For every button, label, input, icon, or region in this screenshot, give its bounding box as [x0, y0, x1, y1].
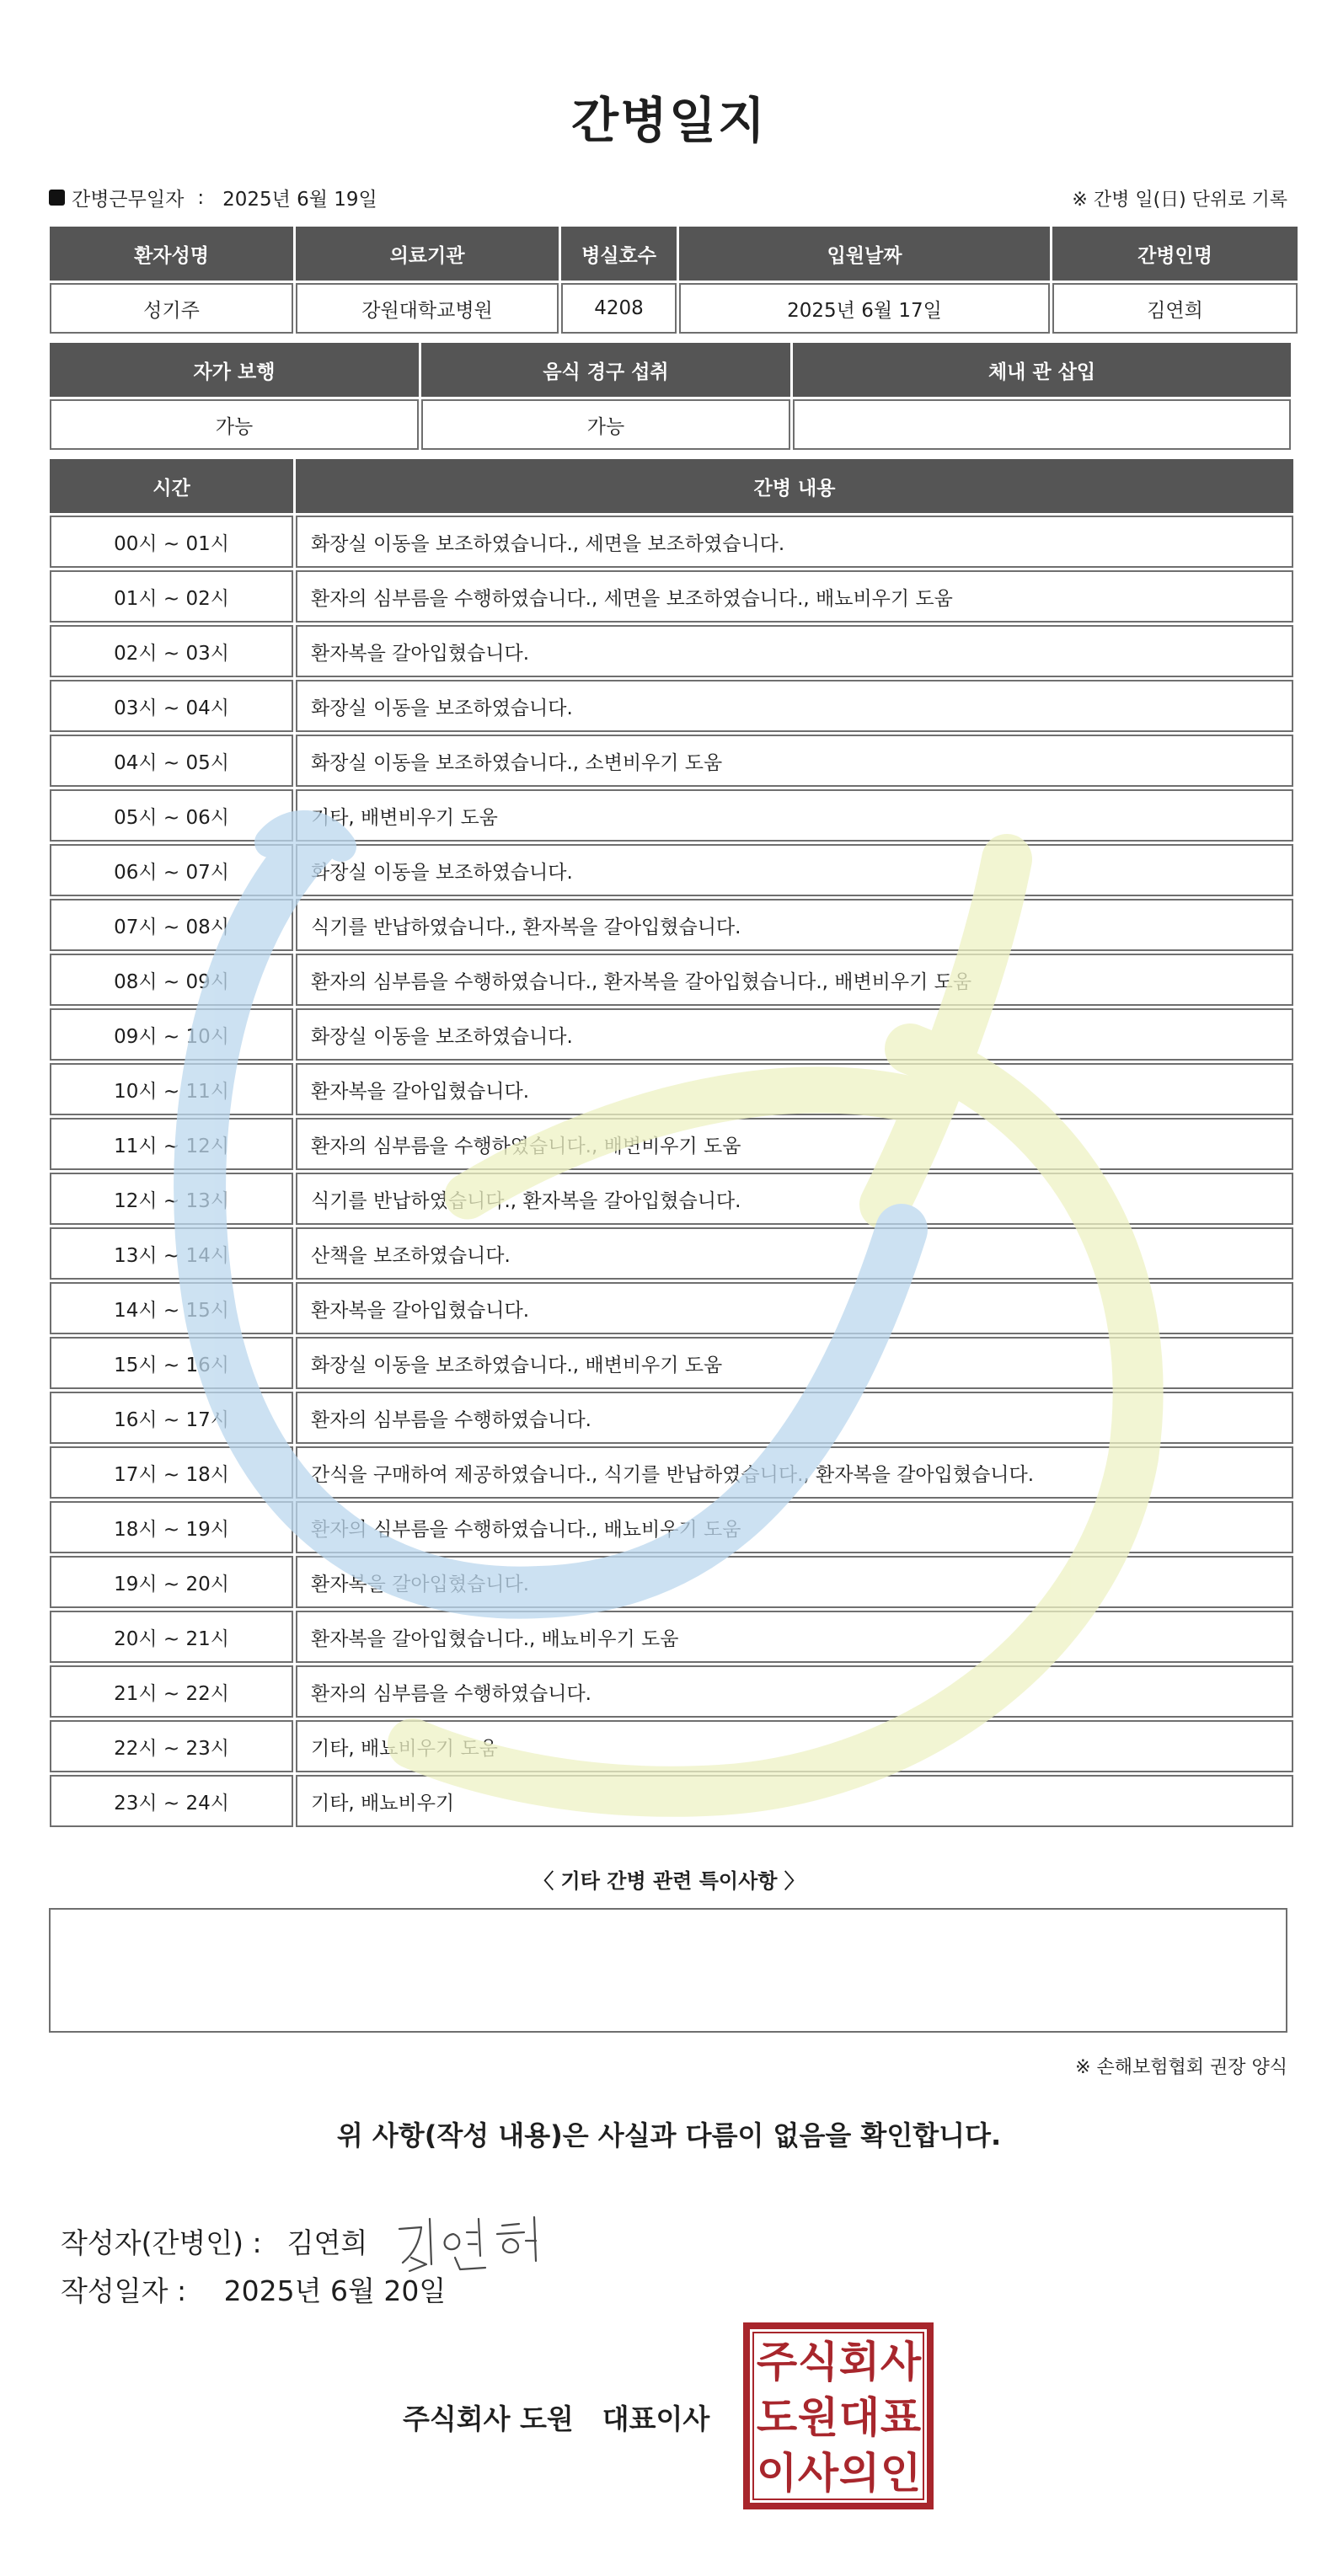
written-date-row [61, 2269, 446, 2309]
patient-name: 성기주 [50, 283, 293, 334]
table-row [50, 844, 1293, 896]
bullet-square-icon [49, 190, 65, 206]
seal-char: 사 [880, 2338, 922, 2386]
table-row [50, 625, 1293, 677]
meta-row [49, 184, 1287, 212]
time-cell: 12시 ~ 13시 [50, 1173, 293, 1225]
seal-char: 식 [797, 2338, 839, 2386]
time-cell: 09시 ~ 10시 [50, 1008, 293, 1061]
care-content-cell: 환자의 심부름을 수행하였습니다., 세면을 보조하였습니다., 배뇨비우기 도움 [296, 570, 1293, 623]
time-cell: 18시 ~ 19시 [50, 1501, 293, 1553]
admission-date: 2025년 6월 17일 [679, 283, 1050, 334]
seal-char: 대 [838, 2393, 880, 2442]
self-walking: 가능 [50, 399, 419, 450]
time-cell: 01시 ~ 02시 [50, 570, 293, 623]
hospital: 강원대학교병원 [296, 283, 559, 334]
table-row [50, 735, 1293, 787]
header-care-content: 간병 내용 [296, 459, 1293, 513]
table-row [50, 1720, 1293, 1772]
care-content-cell: 화장실 이동을 보조하였습니다. [296, 844, 1293, 896]
care-content-cell: 환자복을 갈아입혔습니다. [296, 625, 1293, 677]
care-content-cell: 환자의 심부름을 수행하였습니다. [296, 1392, 1293, 1444]
table-row [50, 570, 1293, 623]
care-content-cell: 화장실 이동을 보조하였습니다. [296, 1008, 1293, 1061]
table-row [50, 1282, 1293, 1334]
seal-char: 표 [880, 2393, 922, 2442]
table-row [50, 1118, 1293, 1170]
table-row [50, 680, 1293, 732]
time-cell: 10시 ~ 11시 [50, 1063, 293, 1115]
seal-char: 의 [838, 2449, 880, 2498]
writer-row [61, 2207, 561, 2274]
tube-insertion [793, 399, 1291, 450]
notes-box [49, 1908, 1287, 2033]
seal-char: 주 [756, 2338, 798, 2386]
header-tube-insertion: 체내 관 삽입 [793, 343, 1291, 397]
care-content-cell: 환자복을 갈아입혔습니다. [296, 1556, 1293, 1608]
seal-char: 도 [756, 2393, 798, 2442]
header-oral-intake: 음식 경구 섭취 [421, 343, 790, 397]
time-cell: 02시 ~ 03시 [50, 625, 293, 677]
table-row [50, 516, 1293, 568]
care-content-cell: 환자복을 갈아입혔습니다. [296, 1282, 1293, 1334]
header-room-number: 병실호수 [561, 227, 677, 281]
care-content-cell: 화장실 이동을 보조하였습니다. [296, 680, 1293, 732]
care-content-cell: 산책을 보조하였습니다. [296, 1227, 1293, 1280]
signature-icon [393, 2207, 561, 2274]
care-date-colon: : [197, 186, 205, 209]
time-cell: 08시 ~ 09시 [50, 954, 293, 1006]
header-patient-name: 환자성명 [50, 227, 293, 281]
company-signature [403, 2397, 709, 2437]
time-cell: 11시 ~ 12시 [50, 1118, 293, 1170]
time-cell: 19시 ~ 20시 [50, 1556, 293, 1608]
seal-char: 원 [797, 2393, 839, 2442]
table-row [50, 1337, 1293, 1389]
table-row [50, 1063, 1293, 1115]
time-cell: 00시 ~ 01시 [50, 516, 293, 568]
confirmation-statement: 위 사항(작성 내용)은 사실과 다름이 없음을 확인합니다. [336, 2119, 1002, 2151]
company-title: 대표이사 [602, 2402, 710, 2435]
notes-title: 〈 기타 간병 관련 특이사항 〉 [533, 1869, 805, 1893]
time-cell: 04시 ~ 05시 [50, 735, 293, 787]
table-row [50, 899, 1293, 951]
oral-intake: 가능 [421, 399, 790, 450]
table-row [50, 1227, 1293, 1280]
time-cell: 23시 ~ 24시 [50, 1775, 293, 1827]
time-cell: 16시 ~ 17시 [50, 1392, 293, 1444]
seal-char: 회 [838, 2338, 880, 2386]
care-date-value: 2025년 6월 19일 [222, 189, 377, 211]
company-name: 주식회사 도원 [403, 2402, 574, 2435]
care-content-cell: 환자복을 갈아입혔습니다. [296, 1063, 1293, 1115]
time-cell: 22시 ~ 23시 [50, 1720, 293, 1772]
document-title: 간병일지 [570, 92, 768, 149]
patient-info-table [47, 224, 1300, 336]
care-content-cell: 환자의 심부름을 수행하였습니다., 배변비우기 도움 [296, 1118, 1293, 1170]
header-caregiver-name: 간병인명 [1052, 227, 1298, 281]
time-cell: 17시 ~ 18시 [50, 1446, 293, 1499]
caregiver-name: 김연희 [1052, 283, 1298, 334]
recommend-note: ※ 손해보험협회 권장 양식 [1075, 2057, 1287, 2078]
care-content-cell: 간식을 구매하여 제공하였습니다., 식기를 반납하였습니다., 환자복을 갈아입혔습니다. [296, 1446, 1293, 1499]
care-content-cell: 환자복을 갈아입혔습니다., 배뇨비우기 도움 [296, 1611, 1293, 1663]
time-cell: 05시 ~ 06시 [50, 789, 293, 842]
table-row [50, 1173, 1293, 1225]
written-date-label: 작성일자 : [61, 2274, 187, 2307]
care-content-cell: 환자의 심부름을 수행하였습니다., 환자복을 갈아입혔습니다., 배변비우기 도움 [296, 954, 1293, 1006]
unit-note: ※ 간병 일(日) 단위로 기록 [1072, 190, 1287, 211]
seal-char: 이 [756, 2449, 798, 2498]
table-row [50, 1446, 1293, 1499]
header-hospital: 의료기관 [296, 227, 559, 281]
written-date-value: 2025년 6월 20일 [223, 2274, 447, 2307]
seal-char: 인 [880, 2449, 922, 2498]
care-date-label: 간병근무일자 [72, 189, 185, 211]
writer-name: 김연희 [286, 2226, 368, 2259]
time-cell: 20시 ~ 21시 [50, 1611, 293, 1663]
time-cell: 13시 ~ 14시 [50, 1227, 293, 1280]
time-cell: 21시 ~ 22시 [50, 1665, 293, 1718]
table-row [50, 1008, 1293, 1061]
care-content-cell: 화장실 이동을 보조하였습니다., 세면을 보조하였습니다. [296, 516, 1293, 568]
time-cell: 06시 ~ 07시 [50, 844, 293, 896]
time-cell: 15시 ~ 16시 [50, 1337, 293, 1389]
time-cell: 07시 ~ 08시 [50, 899, 293, 951]
care-log-rows [50, 516, 1293, 1827]
care-content-cell: 화장실 이동을 보조하였습니다., 소변비우기 도움 [296, 735, 1293, 787]
care-content-cell: 기타, 배뇨비우기 [296, 1775, 1293, 1827]
care-content-cell: 기타, 배변비우기 도움 [296, 789, 1293, 842]
care-content-cell: 환자의 심부름을 수행하였습니다., 배뇨비우기 도움 [296, 1501, 1293, 1553]
table-row [50, 789, 1293, 842]
care-date [49, 184, 377, 211]
care-content-cell: 기타, 배뇨비우기 도움 [296, 1720, 1293, 1772]
header-self-walking: 자가 보행 [50, 343, 419, 397]
table-row [50, 1501, 1293, 1553]
table-row [50, 1556, 1293, 1608]
care-log-table [47, 457, 1296, 1830]
table-row [50, 1392, 1293, 1444]
header-admission-date: 입원날짜 [679, 227, 1050, 281]
time-cell: 14시 ~ 15시 [50, 1282, 293, 1334]
care-content-cell: 식기를 반납하였습니다., 환자복을 갈아입혔습니다. [296, 1173, 1293, 1225]
room-number: 4208 [561, 283, 677, 334]
company-seal-icon [743, 2322, 934, 2509]
table-row [50, 1665, 1293, 1718]
table-row [50, 1611, 1293, 1663]
care-content-cell: 식기를 반납하였습니다., 환자복을 갈아입혔습니다. [296, 899, 1293, 951]
writer-label: 작성자(간병인) : [61, 2226, 262, 2259]
patient-status-table [47, 340, 1293, 452]
care-content-cell: 화장실 이동을 보조하였습니다., 배변비우기 도움 [296, 1337, 1293, 1389]
time-cell: 03시 ~ 04시 [50, 680, 293, 732]
table-row [50, 954, 1293, 1006]
table-row [50, 1775, 1293, 1827]
seal-char: 사 [797, 2449, 839, 2498]
care-content-cell: 환자의 심부름을 수행하였습니다. [296, 1665, 1293, 1718]
header-time: 시간 [50, 459, 293, 513]
